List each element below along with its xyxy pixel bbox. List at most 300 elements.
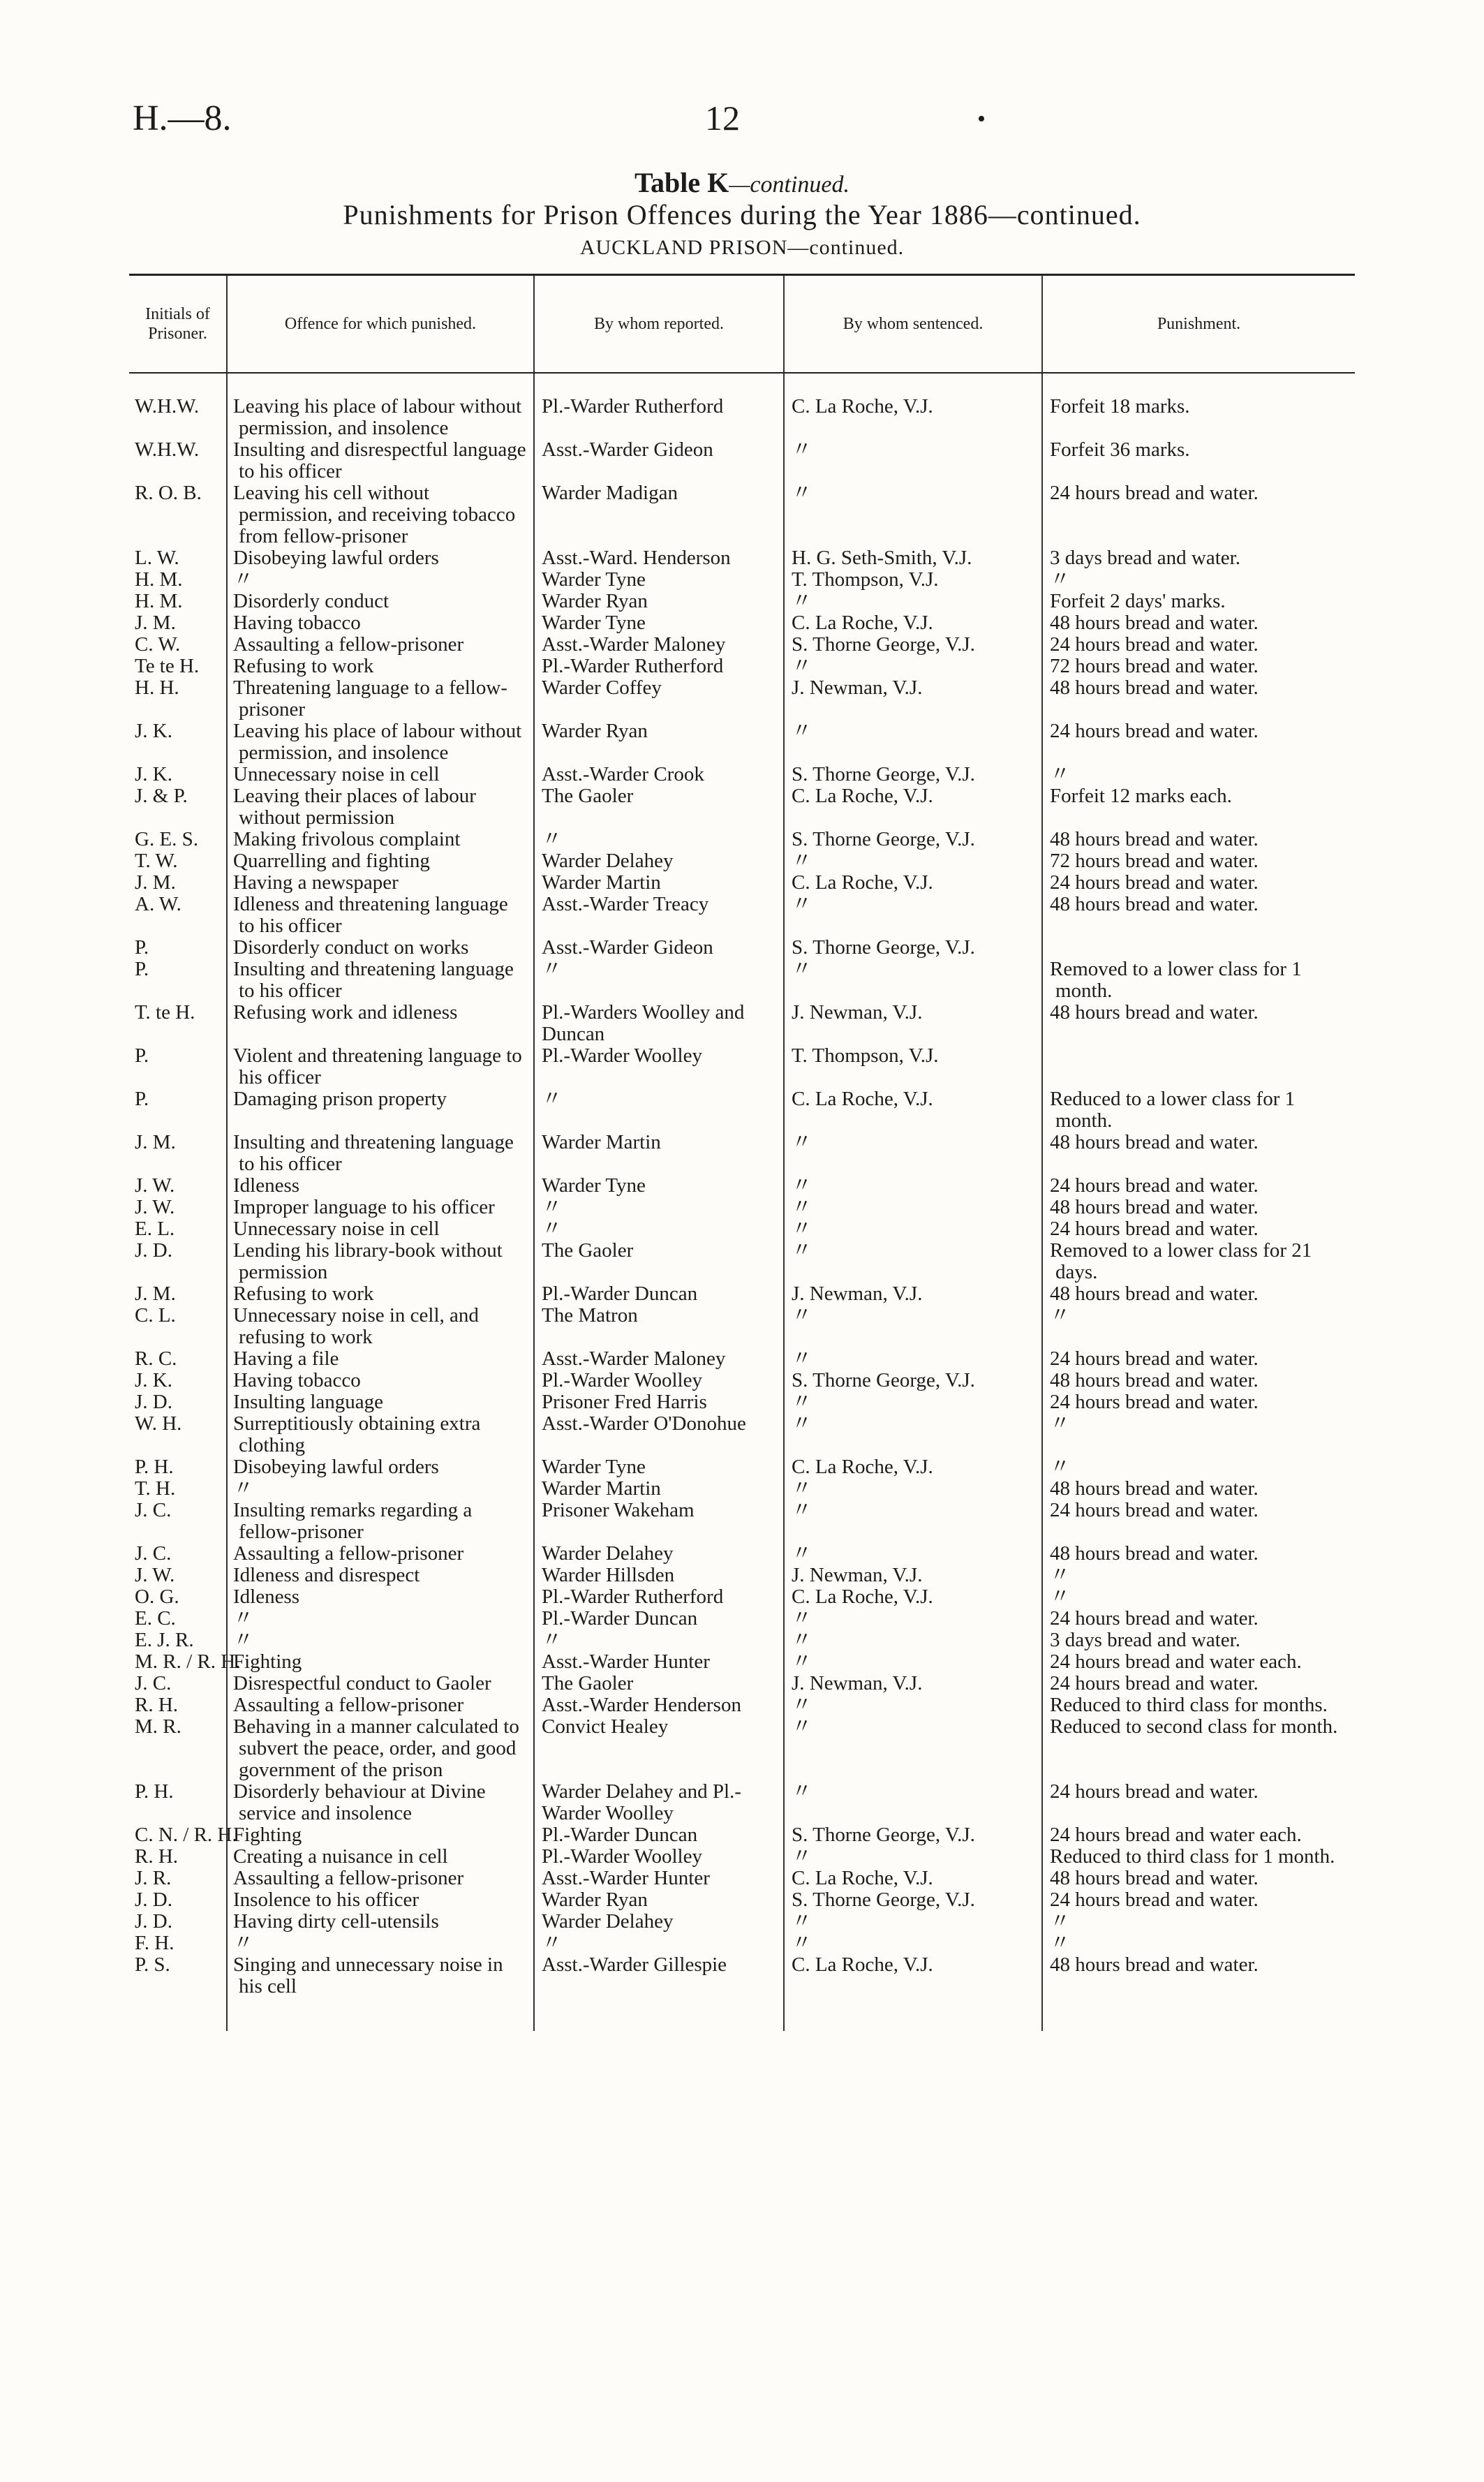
cell-sentenced: C. La Roche, V.J. [784, 872, 1042, 894]
table-row [129, 612, 1355, 634]
cell-reported: Pl.-Warder Rutherford [534, 656, 784, 677]
cell-reported: 〃 [534, 1088, 784, 1132]
table-row [129, 1608, 1355, 1630]
cell-sentenced: S. Thorne George, V.J. [784, 634, 1042, 656]
cell-initials: W.H.W. [135, 395, 200, 418]
cell-sentenced: J. Newman, V.J. [784, 1002, 1042, 1045]
table-title-continued: —continued. [729, 172, 850, 198]
cell-punishment: 24 hours bread and water. [1042, 1608, 1355, 1630]
cell-reported: Warder Tyne [534, 1175, 784, 1197]
cell-sentenced: 〃 [784, 1348, 1042, 1370]
col-offence: Offence for which punished. [227, 275, 534, 374]
cell-initials: M. R. [135, 1715, 181, 1738]
cell-offence: Having a newspaper [227, 872, 534, 894]
cell-offence: Insulting remarks regarding a fellow-prisoner [227, 1500, 534, 1543]
cell-reported: Warder Delahey [534, 1543, 784, 1565]
cell-punishment: 〃 [1042, 1911, 1355, 1933]
cell-initials: P. S. [135, 1953, 170, 1976]
table-row [129, 569, 1355, 591]
page-identifier: H.—8. [133, 98, 232, 138]
cell-initials: M. R. / R. H. [135, 1650, 241, 1673]
ink-dot: • [977, 106, 986, 132]
cell-sentenced: 〃 [784, 1608, 1042, 1630]
cell-offence: Insulting and disrespectful language to his officer [227, 439, 534, 482]
cell-reported: The Gaoler [534, 785, 784, 829]
cell-reported: Asst.-Warder Henderson [534, 1694, 784, 1716]
cell-sentenced: C. La Roche, V.J. [784, 1088, 1042, 1132]
cell-sentenced: 〃 [784, 1132, 1042, 1175]
cell-punishment: 24 hours bread and water. [1042, 1218, 1355, 1240]
table-row [129, 894, 1355, 937]
cell-initials: Te te H. [135, 655, 200, 677]
cell-initials: F. H. [135, 1932, 175, 1954]
cell-reported: Prisoner Wakeham [534, 1500, 784, 1543]
cell-reported: 〃 [534, 1630, 784, 1651]
table-row [129, 1673, 1355, 1694]
cell-offence: Disorderly conduct [227, 591, 534, 612]
cell-sentenced: 〃 [784, 850, 1042, 872]
table-row [129, 937, 1355, 959]
cell-sentenced: 〃 [784, 1240, 1042, 1283]
cell-sentenced: S. Thorne George, V.J. [784, 1889, 1042, 1911]
cell-reported: Asst.-Warder Gillespie [534, 1954, 784, 2031]
table-row [129, 1586, 1355, 1608]
table-row [129, 1889, 1355, 1911]
cell-reported: Prisoner Fred Harris [534, 1391, 784, 1413]
cell-offence: Making frivolous complaint [227, 829, 534, 850]
table-row [129, 1456, 1355, 1478]
cell-offence: Surreptitiously obtaining extra clothing [227, 1413, 534, 1456]
cell-punishment: Reduced to second class for month. [1042, 1716, 1355, 1781]
cell-reported: Warder Tyne [534, 1456, 784, 1478]
cell-sentenced: T. Thompson, V.J. [784, 1045, 1042, 1088]
table-body [129, 373, 1355, 2031]
table-row [129, 1846, 1355, 1868]
cell-sentenced: 〃 [784, 1933, 1042, 1954]
cell-initials: R. C. [135, 1347, 177, 1370]
table-row [129, 1348, 1355, 1370]
cell-offence: Insulting language [227, 1391, 534, 1413]
cell-reported: Asst.-Warder Gideon [534, 439, 784, 482]
cell-punishment: 48 hours bread and water. [1042, 612, 1355, 634]
cell-punishment: Reduced to a lower class for 1 month. [1042, 1088, 1355, 1132]
cell-punishment: 48 hours bread and water. [1042, 1283, 1355, 1305]
cell-sentenced: T. Thompson, V.J. [784, 569, 1042, 591]
table-row [129, 829, 1355, 850]
cell-offence: Lending his library-book without permission [227, 1240, 534, 1283]
cell-reported: The Gaoler [534, 1240, 784, 1283]
cell-offence: Disorderly conduct on works [227, 937, 534, 959]
cell-offence: Creating a nuisance in cell [227, 1846, 534, 1868]
cell-initials: J. & P. [135, 785, 188, 807]
table-row [129, 1954, 1355, 2031]
cell-punishment: 24 hours bread and water. [1042, 634, 1355, 656]
table-row [129, 872, 1355, 894]
cell-punishment: 〃 [1042, 1456, 1355, 1478]
cell-reported: The Gaoler [534, 1673, 784, 1694]
table-row [129, 1391, 1355, 1413]
cell-punishment: Reduced to third class for 1 month. [1042, 1846, 1355, 1868]
cell-offence: Leaving his cell without permission, and receiving tobacco from fellow-prisoner [227, 482, 534, 547]
table-row [129, 482, 1355, 547]
cell-initials: W.H.W. [135, 438, 200, 461]
col-reported: By whom reported. [534, 275, 784, 374]
cell-offence: Leaving their places of labour without permission [227, 785, 534, 829]
table-row [129, 1002, 1355, 1045]
cell-punishment: 〃 [1042, 1305, 1355, 1348]
table-header-row [129, 275, 1355, 374]
cell-sentenced: C. La Roche, V.J. [784, 785, 1042, 829]
cell-punishment: 〃 [1042, 1413, 1355, 1456]
cell-initials: J. M. [135, 1131, 176, 1153]
cell-initials: J. D. [135, 1391, 172, 1413]
table-row [129, 721, 1355, 764]
cell-punishment: 48 hours bread and water. [1042, 1132, 1355, 1175]
cell-punishment: Forfeit 18 marks. [1042, 373, 1355, 439]
cell-reported: Asst.-Warder Gideon [534, 937, 784, 959]
cell-initials: E. J. R. [135, 1629, 194, 1651]
cell-offence: Assaulting a fellow-prisoner [227, 1694, 534, 1716]
col-punishment: Punishment. [1042, 275, 1355, 374]
cell-initials: T. W. [135, 850, 178, 872]
col-sentenced: By whom sentenced. [784, 275, 1042, 374]
cell-initials: C. W. [135, 633, 181, 656]
cell-sentenced: J. Newman, V.J. [784, 1565, 1042, 1586]
table-row [129, 1694, 1355, 1716]
cell-reported: Asst.-Warder Treacy [534, 894, 784, 937]
cell-reported: Asst.-Warder Maloney [534, 634, 784, 656]
cell-sentenced: 〃 [784, 1694, 1042, 1716]
cell-reported: Warder Ryan [534, 1889, 784, 1911]
cell-sentenced: J. Newman, V.J. [784, 677, 1042, 721]
cell-punishment: 〃 [1042, 1565, 1355, 1586]
cell-offence: Disrespectful conduct to Gaoler [227, 1673, 534, 1694]
table-title-main: Table K [634, 167, 729, 198]
cell-punishment: 48 hours bread and water. [1042, 1543, 1355, 1565]
cell-offence: Assaulting a fellow-prisoner [227, 1543, 534, 1565]
cell-initials: R. H. [135, 1845, 179, 1868]
cell-initials: P. [135, 1044, 149, 1067]
cell-punishment: 48 hours bread and water. [1042, 1002, 1355, 1045]
cell-punishment: Removed to a lower class for 1 month. [1042, 959, 1355, 1002]
cell-punishment: 48 hours bread and water. [1042, 1954, 1355, 2031]
cell-punishment: 24 hours bread and water. [1042, 482, 1355, 547]
table-row [129, 1781, 1355, 1824]
cell-initials: T. H. [135, 1477, 176, 1500]
cell-sentenced: S. Thorne George, V.J. [784, 937, 1042, 959]
cell-initials: H. H. [135, 677, 179, 699]
cell-reported: Pl.-Warders Woolley and Duncan [534, 1002, 784, 1045]
cell-reported: Warder Madigan [534, 482, 784, 547]
table-row [129, 591, 1355, 612]
cell-offence: Disorderly behaviour at Divine service and insolence [227, 1781, 534, 1824]
cell-punishment: Forfeit 36 marks. [1042, 439, 1355, 482]
cell-initials: J. W. [135, 1196, 175, 1218]
table-row [129, 1413, 1355, 1456]
cell-initials: H. M. [135, 590, 183, 612]
table-row [129, 1132, 1355, 1175]
cell-initials: J. M. [135, 1283, 176, 1305]
cell-punishment: 24 hours bread and water each. [1042, 1824, 1355, 1846]
cell-sentenced: C. La Roche, V.J. [784, 1954, 1042, 2031]
cell-punishment: 〃 [1042, 1933, 1355, 1954]
cell-offence: Unnecessary noise in cell [227, 1218, 534, 1240]
cell-punishment: 48 hours bread and water. [1042, 1370, 1355, 1391]
cell-sentenced: 〃 [784, 656, 1042, 677]
table-row [129, 1630, 1355, 1651]
cell-reported: Warder Ryan [534, 591, 784, 612]
cell-sentenced: 〃 [784, 1651, 1042, 1673]
cell-reported: 〃 [534, 829, 784, 850]
cell-initials: H. M. [135, 568, 183, 591]
cell-offence: Damaging prison property [227, 1088, 534, 1132]
table-row [129, 439, 1355, 482]
cell-punishment: 24 hours bread and water. [1042, 1889, 1355, 1911]
cell-offence: Fighting [227, 1651, 534, 1673]
cell-initials: J. D. [135, 1889, 172, 1911]
cell-initials: P. [135, 936, 149, 959]
cell-reported: Warder Martin [534, 1132, 784, 1175]
cell-punishment: 〃 [1042, 569, 1355, 591]
cell-initials: G. E. S. [135, 828, 199, 850]
table-row [129, 1543, 1355, 1565]
cell-initials: C. N. / R. H. [135, 1824, 237, 1846]
cell-offence: Having a file [227, 1348, 534, 1370]
cell-offence: Behaving in a manner calculated to subvert the peace, order, and good government of the prison [227, 1716, 534, 1781]
table-row [129, 373, 1355, 439]
cell-sentenced: 〃 [784, 1781, 1042, 1824]
cell-sentenced: 〃 [784, 1413, 1042, 1456]
table-row [129, 634, 1355, 656]
cell-initials: J. K. [135, 720, 172, 742]
table-row [129, 1088, 1355, 1132]
cell-sentenced: 〃 [784, 1846, 1042, 1868]
cell-initials: J. W. [135, 1564, 175, 1586]
cell-sentenced: 〃 [784, 1391, 1042, 1413]
cell-initials: J. K. [135, 1369, 172, 1391]
table-row [129, 1933, 1355, 1954]
table-subtitle: Punishments for Prison Offences during the Year 1886—continued. [343, 199, 1141, 230]
cell-offence: Assaulting a fellow-prisoner [227, 634, 534, 656]
cell-punishment: 24 hours bread and water. [1042, 872, 1355, 894]
table-row [129, 1045, 1355, 1088]
cell-sentenced: 〃 [784, 1911, 1042, 1933]
cell-reported: Pl.-Warder Woolley [534, 1846, 784, 1868]
cell-offence: 〃 [227, 569, 534, 591]
cell-offence: Having dirty cell-utensils [227, 1911, 534, 1933]
cell-sentenced: 〃 [784, 1218, 1042, 1240]
cell-reported: Pl.-Warder Duncan [534, 1608, 784, 1630]
prison-name: AUCKLAND PRISON—continued. [579, 236, 905, 259]
cell-punishment [1042, 937, 1355, 959]
cell-initials: J. W. [135, 1174, 175, 1197]
cell-offence: Disobeying lawful orders [227, 1456, 534, 1478]
cell-punishment: 24 hours bread and water. [1042, 721, 1355, 764]
cell-offence: 〃 [227, 1478, 534, 1500]
cell-sentenced: 〃 [784, 1197, 1042, 1218]
table-row [129, 1175, 1355, 1197]
table-row [129, 959, 1355, 1002]
cell-offence: Refusing to work [227, 1283, 534, 1305]
cell-sentenced: 〃 [784, 1305, 1042, 1348]
cell-reported: Asst.-Warder Maloney [534, 1348, 784, 1370]
cell-initials: P. [135, 1088, 149, 1110]
cell-initials: P. H. [135, 1780, 174, 1803]
cell-sentenced: 〃 [784, 439, 1042, 482]
cell-initials: E. C. [135, 1607, 176, 1630]
cell-offence: Insolence to his officer [227, 1889, 534, 1911]
cell-punishment: 72 hours bread and water. [1042, 850, 1355, 872]
cell-reported: Pl.-Warder Rutherford [534, 1586, 784, 1608]
cell-offence: 〃 [227, 1630, 534, 1651]
cell-sentenced: 〃 [784, 1478, 1042, 1500]
cell-offence: Quarrelling and fighting [227, 850, 534, 872]
cell-offence: Having tobacco [227, 1370, 534, 1391]
cell-initials: J. C. [135, 1499, 172, 1521]
cell-reported: Asst.-Warder Hunter [534, 1868, 784, 1889]
cell-offence: Insulting and threatening language to his officer [227, 959, 534, 1002]
cell-punishment: 24 hours bread and water. [1042, 1781, 1355, 1824]
table-row [129, 547, 1355, 569]
cell-initials: O. G. [135, 1586, 179, 1608]
cell-offence: Leaving his place of labour without permission, and insolence [227, 373, 534, 439]
cell-sentenced: 〃 [784, 1500, 1042, 1543]
cell-sentenced: 〃 [784, 894, 1042, 937]
cell-punishment: Removed to a lower class for 21 days. [1042, 1240, 1355, 1283]
cell-offence: Idleness [227, 1175, 534, 1197]
cell-offence: Assaulting a fellow-prisoner [227, 1868, 534, 1889]
cell-initials: R. H. [135, 1694, 179, 1716]
cell-punishment: 3 days bread and water. [1042, 547, 1355, 569]
cell-offence: Idleness [227, 1586, 534, 1608]
table-row [129, 1283, 1355, 1305]
cell-sentenced: J. Newman, V.J. [784, 1673, 1042, 1694]
table-row [129, 1240, 1355, 1283]
cell-sentenced: 〃 [784, 959, 1042, 1002]
table-row [129, 1651, 1355, 1673]
punishments-table [129, 274, 1355, 2031]
cell-offence: Fighting [227, 1824, 534, 1846]
cell-sentenced: 〃 [784, 1543, 1042, 1565]
cell-offence: Having tobacco [227, 612, 534, 634]
cell-punishment: 〃 [1042, 764, 1355, 785]
cell-reported: Warder Tyne [534, 569, 784, 591]
cell-sentenced: 〃 [784, 482, 1042, 547]
cell-offence: Refusing to work [227, 656, 534, 677]
table-row [129, 1911, 1355, 1933]
cell-initials: J. D. [135, 1239, 172, 1262]
cell-offence: Idleness and disrespect [227, 1565, 534, 1586]
cell-initials: J. K. [135, 763, 172, 785]
cell-initials: J. C. [135, 1542, 172, 1565]
cell-initials: E. L. [135, 1218, 175, 1240]
cell-punishment: 48 hours bread and water. [1042, 1868, 1355, 1889]
cell-reported: Warder Delahey and Pl.-Warder Woolley [534, 1781, 784, 1824]
cell-initials: J. M. [135, 871, 176, 894]
cell-reported: Warder Coffey [534, 677, 784, 721]
page-number: 12 [705, 98, 740, 138]
cell-offence: Singing and unnecessary noise in his cell [227, 1954, 534, 2031]
cell-sentenced: C. La Roche, V.J. [784, 1456, 1042, 1478]
cell-reported: 〃 [534, 959, 784, 1002]
cell-reported: Warder Tyne [534, 612, 784, 634]
cell-punishment: 3 days bread and water. [1042, 1630, 1355, 1651]
table-title [0, 166, 1484, 199]
cell-punishment: Reduced to third class for months. [1042, 1694, 1355, 1716]
cell-sentenced: C. La Roche, V.J. [784, 1586, 1042, 1608]
cell-sentenced: S. Thorne George, V.J. [784, 764, 1042, 785]
cell-punishment: Forfeit 2 days' marks. [1042, 591, 1355, 612]
cell-initials: C. L. [135, 1304, 176, 1327]
table-row [129, 656, 1355, 677]
cell-sentenced: H. G. Seth-Smith, V.J. [784, 547, 1042, 569]
cell-offence: Insulting and threatening language to his officer [227, 1132, 534, 1175]
cell-sentenced: S. Thorne George, V.J. [784, 1370, 1042, 1391]
cell-sentenced: J. Newman, V.J. [784, 1283, 1042, 1305]
cell-reported: Warder Martin [534, 1478, 784, 1500]
cell-reported: Pl.-Warder Rutherford [534, 373, 784, 439]
cell-sentenced: 〃 [784, 1175, 1042, 1197]
cell-sentenced: S. Thorne George, V.J. [784, 829, 1042, 850]
cell-offence: 〃 [227, 1608, 534, 1630]
table-row [129, 764, 1355, 785]
table-row [129, 1565, 1355, 1586]
cell-reported: 〃 [534, 1197, 784, 1218]
cell-offence: Unnecessary noise in cell [227, 764, 534, 785]
cell-punishment: 24 hours bread and water. [1042, 1175, 1355, 1197]
cell-offence: Idleness and threatening language to his officer [227, 894, 534, 937]
cell-punishment: 24 hours bread and water. [1042, 1673, 1355, 1694]
cell-initials: P. [135, 958, 149, 980]
cell-punishment: 48 hours bread and water. [1042, 677, 1355, 721]
table-row [129, 850, 1355, 872]
cell-reported: Asst.-Warder Crook [534, 764, 784, 785]
cell-initials: P. H. [135, 1456, 174, 1478]
cell-punishment: Forfeit 12 marks each. [1042, 785, 1355, 829]
cell-initials: T. te H. [135, 1001, 195, 1024]
cell-reported: Warder Hillsden [534, 1565, 784, 1586]
cell-reported: 〃 [534, 1218, 784, 1240]
cell-initials: J. M. [135, 612, 176, 634]
cell-reported: Warder Martin [534, 872, 784, 894]
cell-initials: R. O. B. [135, 482, 202, 504]
cell-offence: Refusing work and idleness [227, 1002, 534, 1045]
cell-sentenced: 〃 [784, 721, 1042, 764]
cell-initials: L. W. [135, 547, 179, 569]
cell-reported: Pl.-Warder Woolley [534, 1370, 784, 1391]
cell-offence: Leaving his place of labour without permission, and insolence [227, 721, 534, 764]
cell-reported: Warder Delahey [534, 1911, 784, 1933]
cell-reported: Asst.-Warder O'Donohue [534, 1413, 784, 1456]
cell-punishment: 24 hours bread and water each. [1042, 1651, 1355, 1673]
cell-initials: A. W. [135, 893, 181, 915]
cell-punishment: 24 hours bread and water. [1042, 1348, 1355, 1370]
table-row [129, 1197, 1355, 1218]
cell-offence: Improper language to his officer [227, 1197, 534, 1218]
cell-offence: Unnecessary noise in cell, and refusing to work [227, 1305, 534, 1348]
col-initials: Initials of Prisoner. [129, 275, 227, 374]
cell-sentenced: 〃 [784, 591, 1042, 612]
cell-punishment: 〃 [1042, 1586, 1355, 1608]
table-row [129, 1868, 1355, 1889]
cell-punishment: 24 hours bread and water. [1042, 1391, 1355, 1413]
cell-punishment: 72 hours bread and water. [1042, 656, 1355, 677]
table-row [129, 1305, 1355, 1348]
table-row [129, 1218, 1355, 1240]
cell-offence: 〃 [227, 1933, 534, 1954]
cell-punishment: 48 hours bread and water. [1042, 894, 1355, 937]
cell-reported: Warder Ryan [534, 721, 784, 764]
